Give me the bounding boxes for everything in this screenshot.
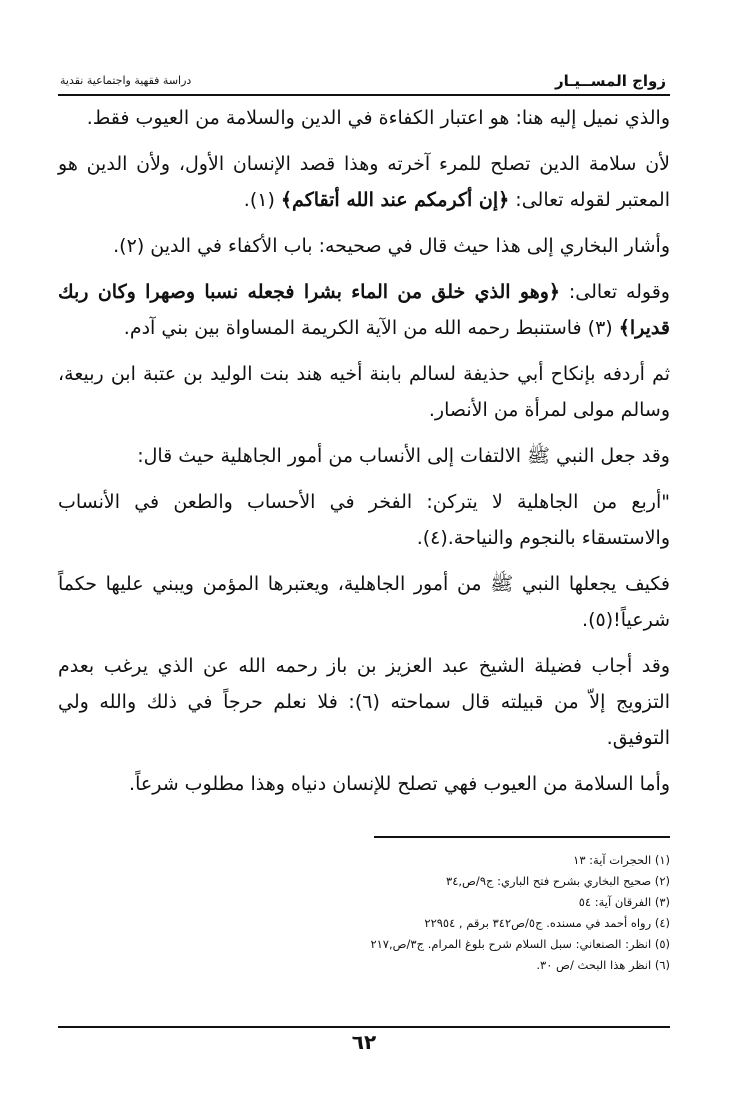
page-number: ٦٢ bbox=[351, 1030, 377, 1054]
footnote: (٥) انظر: الصنعاني: سبل السلام شرح بلوغ المرام. ج٣/ص,٢١٧ bbox=[370, 937, 670, 951]
paragraph: وقد جعل النبي ﷺ الالتفات إلى الأنساب من أمور الجاهلية حيث قال: bbox=[137, 445, 670, 467]
main-text bbox=[58, 100, 670, 802]
header-divider bbox=[58, 94, 670, 96]
quran-quote: ﴿وهو الذي خلق من الماء بشرا فجعله نسبا وصهرا وكان ربك قديرا﴾ bbox=[58, 281, 670, 339]
book-subtitle: دراسة فقهية واجتماعية نقدية bbox=[60, 74, 192, 87]
paragraph: فكيف يجعلها النبي ﷺ من أمور الجاهلية، ويعتبرها المؤمن ويبني عليها حكماً شرعياً!(٥). bbox=[58, 573, 670, 631]
paragraph: لأن سلامة الدين تصلح للمرء آخرته وهذا قصد الإنسان الأول، ولأن الدين هو المعتبر لقوله تعالى: ﴿إن أكرمكم عند الله أتقاكم﴾ (١). bbox=[58, 153, 670, 211]
footer-divider bbox=[58, 1026, 670, 1028]
paragraph: وقد أجاب فضيلة الشيخ عبد العزيز بن باز رحمه الله عن الذي يرغب بعدم التزويج إلاّ من قبيلته قال سماحته (٦): فلا نعلم حرجاً في ذلك والله ولي التوفيق. bbox=[58, 655, 670, 749]
paragraph: ثم أردفه بإنكاح أبي حذيفة لسالم بابنة أخيه هند بنت الوليد بن عتبة ابن ربيعة، وسالم مولى لمرأة من الأنصار. bbox=[58, 363, 670, 421]
running-header bbox=[58, 68, 670, 92]
quran-quote: ﴿إن أكرمكم عند الله أتقاكم﴾ bbox=[280, 189, 510, 211]
paragraph: والذي نميل إليه هنا: هو اعتبار الكفاءة في الدين والسلامة من العيوب فقط. bbox=[86, 107, 670, 129]
hadith-quote: "أربع من الجاهلية لا يتركن: الفخر في الأحساب والطعن في الأنساب والاستسقاء بالنجوم والنياحة.(٤). bbox=[58, 491, 670, 549]
footnote: (٢) صحيح البخاري بشرح فتح الباري: ج٩/ص,٣٤ bbox=[446, 874, 670, 888]
book-page bbox=[58, 60, 670, 1060]
book-title: زواج المســيـار bbox=[555, 72, 666, 90]
footnote-divider bbox=[374, 836, 670, 838]
paragraph: وقوله تعالى: ﴿وهو الذي خلق من الماء بشرا فجعله نسبا وصهرا وكان ربك قديرا﴾ (٣) فاستنبط رحمه الله من الآية الكريمة المساواة بين بني آدم. bbox=[58, 281, 670, 339]
footnote: (٣) الفرقان آية: ٥٤ bbox=[578, 895, 670, 909]
footnote: (٤) رواه أحمد في مسنده. ج٥/ص٣٤٢ برقم , ٢٢٩٥٤ bbox=[424, 916, 670, 930]
footnotes bbox=[58, 850, 670, 976]
paragraph: وأما السلامة من العيوب فهي تصلح للإنسان دنياه وهذا مطلوب شرعاً. bbox=[129, 773, 670, 795]
footnote: (١) الحجرات آية: ١٣ bbox=[573, 853, 670, 867]
footnote: (٦) انظر هذا البحث /ص ٣٠. bbox=[536, 958, 670, 972]
paragraph: وأشار البخاري إلى هذا حيث قال في صحيحه: باب الأكفاء في الدين (٢). bbox=[113, 235, 670, 257]
